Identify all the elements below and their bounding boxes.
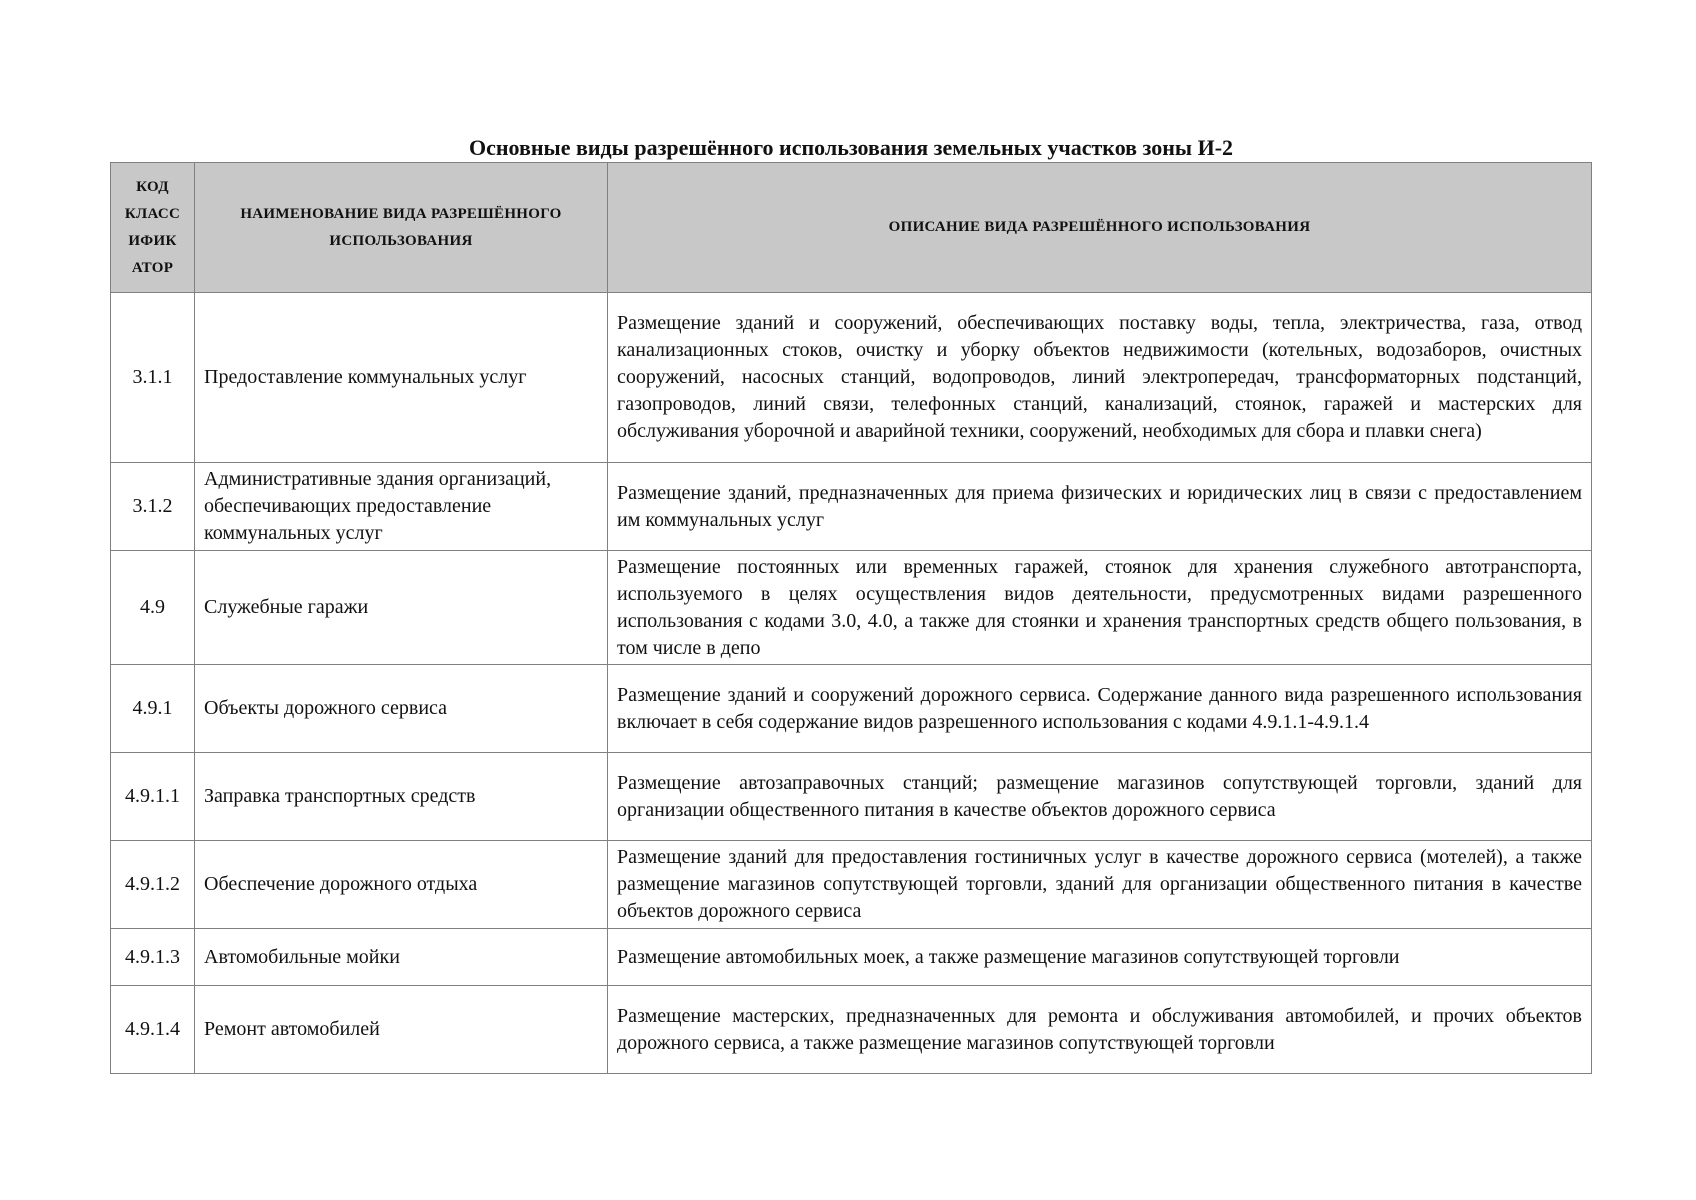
row-description: Размещение автозаправочных станций; размещение магазинов сопутствующей торговли, зданий для организации общественного питания в качестве объектов дорожного сервиса [608,753,1592,841]
document-title: Основные виды разрешённого использования земельных участков зоны И-2 [468,135,1234,160]
row-code: 4.9.1.3 [111,929,195,986]
row-name: Обеспечение дорожного отдыха [195,841,608,929]
table-row [111,986,1592,1074]
header-code: КОД КЛАСС ИФИК АТОР [111,163,195,293]
row-code: 4.9 [111,551,195,665]
table-row [111,929,1592,986]
row-code: 3.1.1 [111,293,195,463]
row-name: Административные здания организаций, обеспечивающих предоставление коммунальных услуг [195,463,608,551]
row-code: 4.9.1 [111,665,195,753]
row-description: Размещение автомобильных моек, а также размещение магазинов сопутствующей торговли [608,929,1592,986]
table-row [111,665,1592,753]
table-row [111,551,1592,665]
row-name: Служебные гаражи [195,551,608,665]
table-row [111,841,1592,929]
row-code: 4.9.1.2 [111,841,195,929]
row-description: Размещение зданий и сооружений дорожного сервиса. Содержание данного вида разрешенного использования включает в себя содержание видов разрешенного использования с кодами 4.9.1.1-4.9.1.4 [608,665,1592,753]
row-description: Размещение постоянных или временных гаражей, стоянок для хранения служебного автотранспорта, используемого в целях осуществления видов деятельности, предусмотренных видами разрешенного использования с кодами 3.0, 4.0, а также для стоянки и хранения транспортных средств общего пользования, в том числе в депо [608,551,1592,665]
row-name: Автомобильные мойки [195,929,608,986]
header-description: ОПИСАНИЕ ВИДА РАЗРЕШЁННОГО ИСПОЛЬЗОВАНИЯ [608,163,1592,293]
header-name: НАИМЕНОВАНИЕ ВИДА РАЗРЕШЁННОГО ИСПОЛЬЗОВАНИЯ [195,163,608,293]
row-description: Размещение зданий для предоставления гостиничных услуг в качестве дорожного сервиса (мотелей), а также размещение магазинов сопутствующей торговли, зданий для организации общественного питания в качестве объектов дорожного сервиса [608,841,1592,929]
row-description: Размещение зданий и сооружений, обеспечивающих поставку воды, тепла, электричества, газа, отвод канализационных стоков, очистку и уборку объектов недвижимости (котельных, водозаборов, очистных сооружений, насосных станций, водопроводов, линий электропередач, трансформаторных подстанций, газопроводов, линий связи, телефонных станций, канализаций, стоянок, гаражей и мастерских для обслуживания уборочной и аварийной техники, сооружений, необходимых для сбора и плавки снега) [608,293,1592,463]
row-code: 4.9.1.4 [111,986,195,1074]
row-code: 3.1.2 [111,463,195,551]
table-row [111,293,1592,463]
row-name: Заправка транспортных средств [195,753,608,841]
row-name: Предоставление коммунальных услуг [195,293,608,463]
table-row [111,753,1592,841]
row-code: 4.9.1.1 [111,753,195,841]
table-header-row [111,163,1592,293]
row-name: Объекты дорожного сервиса [195,665,608,753]
row-name: Ремонт автомобилей [195,986,608,1074]
table-row [111,463,1592,551]
land-use-table [110,162,1592,1074]
row-description: Размещение мастерских, предназначенных для ремонта и обслуживания автомобилей, и прочих объектов дорожного сервиса, а также размещение магазинов сопутствующей торговли [608,986,1592,1074]
row-description: Размещение зданий, предназначенных для приема физических и юридических лиц в связи с предоставлением им коммунальных услуг [608,463,1592,551]
